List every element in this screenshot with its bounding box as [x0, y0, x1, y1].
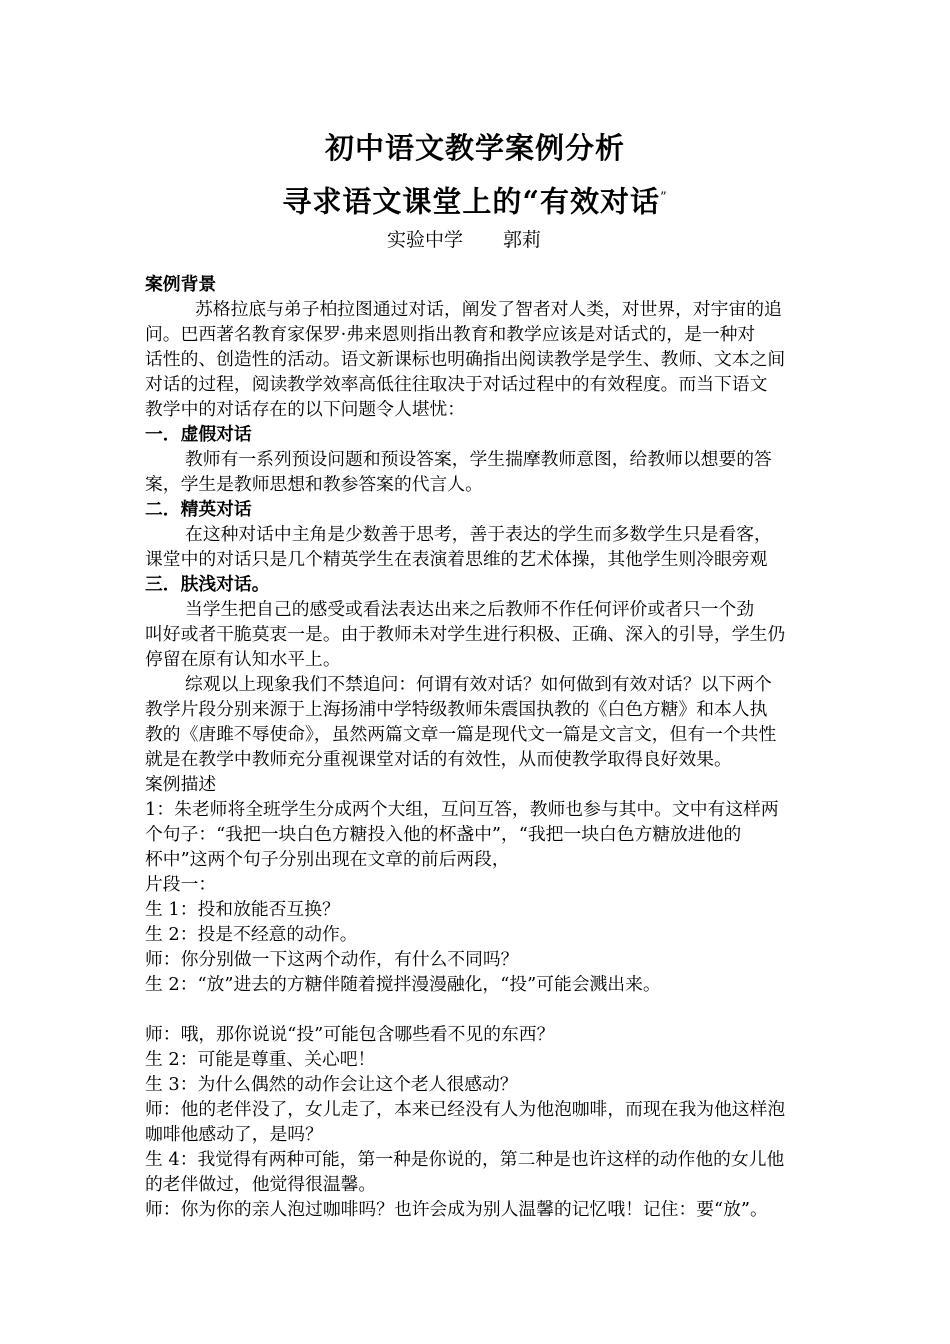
- subtitle-text: 寻求语文课堂上的“有效对话: [282, 184, 661, 219]
- document-subtitle: [0, 178, 950, 222]
- text-line: 案例描述: [145, 774, 217, 795]
- text-line: 生 2：“放”进去的方糖伴随着搅拌漫漫融化，“投”可能会溅出来。: [145, 974, 661, 995]
- text-line: 师：你为你的亲人泡过咖啡吗？也许会成为别人温馨的记忆哦！记住：要“放”。: [145, 1199, 768, 1220]
- text-line: 生 3：为什么偶然的动作会让这个老人很感动？: [145, 1074, 518, 1095]
- text-line: 话性的、创造性的活动。语文新课标也明确指出阅读教学是学生、教师、文本之间: [145, 349, 786, 370]
- text-line: 个句子：“我把一块白色方糖投入他的杯盏中”，“我把一块白色方糖放进他的: [145, 824, 742, 845]
- text-line: 的老伴做过，他觉得很温馨。: [145, 1174, 377, 1195]
- author-school: 实验中学: [387, 229, 464, 251]
- text-line: 生 1：投和放能否互换？: [145, 899, 340, 920]
- author-line: [387, 226, 541, 254]
- text-line: 生 2：可能是尊重、关心吧！: [145, 1049, 376, 1070]
- document-title: 初中语文教学案例分析: [324, 131, 625, 165]
- text-line: 课堂中的对话只是几个精英学生在表演着思维的艺术体操，其他学生则冷眼旁观: [145, 549, 768, 570]
- author-name: 郭莉: [503, 229, 542, 251]
- text-line: 杯中”这两个句子分别出现在文章的前后两段，: [145, 849, 510, 870]
- text-line: 停留在原有认知水平上。: [145, 649, 341, 670]
- section-heading: 一．虚假对话: [145, 424, 252, 445]
- text-line: 叫好或者干脆莫衷一是。由于教师未对学生进行积极、正确、深入的引导，学生仍: [145, 624, 786, 645]
- text-line: 咖啡他感动了，是吗？: [145, 1124, 323, 1145]
- text-line: 教学片段分别来源于上海扬浦中学特级教师朱震国执教的《白色方糖》和本人执: [145, 699, 768, 720]
- text-line: 教的《唐雎不辱使命》，虽然两篇文章一篇是现代文一篇是文言文，但有一个共性: [145, 724, 777, 745]
- document-body: [145, 272, 817, 1222]
- section-heading: 二．精英对话: [145, 499, 252, 520]
- text-line: [145, 997, 817, 1022]
- text-line: 就是在教学中教师充分重视课堂对话的有效性，从而使教学取得良好效果。: [145, 749, 732, 770]
- text-line: 片段一：: [145, 874, 217, 895]
- text-line: 生 2：投是不经意的动作。: [145, 924, 358, 945]
- section-heading: 三．肤浅对话。: [145, 574, 270, 595]
- text-line: 案，学生是教师思想和教参答案的代言人。: [145, 474, 483, 495]
- section-heading: 案例背景: [145, 274, 217, 295]
- text-line: 问。巴西著名教育家保罗·弗来恩则指出教育和教学应该是对话式的，是一种对: [145, 324, 756, 345]
- text-line: 师：他的老伴没了，女儿走了，本来已经没有人为他泡咖啡，而现在我为他这样泡: [145, 1099, 786, 1120]
- text-line: 在这种对话中主角是少数善于思考，善于表达的学生而多数学生只是看客，: [185, 524, 772, 545]
- text-line: 师：哦，那你说说“投”可能包含哪些看不见的东西？: [145, 1024, 555, 1045]
- text-line: 教师有一系列预设问题和预设答案，学生揣摩教师意图，给教师以想要的答: [185, 449, 772, 470]
- text-line: 师：你分别做一下这两个动作，有什么不同吗？: [145, 949, 519, 970]
- text-line: 综观以上现象我们不禁追问：何谓有效对话？如何做到有效对话？以下两个: [185, 674, 772, 695]
- text-line: 教学中的对话存在的以下问题令人堪忧：: [145, 399, 466, 420]
- text-line: 生 4：我觉得有两种可能，第一种是你说的，第二种是也许这样的动作他的女儿他: [145, 1149, 785, 1170]
- subtitle-close-quote: ”: [660, 190, 668, 205]
- text-line: 对话的过程，阅读教学效率高低往往取决于对话过程中的有效程度。而当下语文: [145, 374, 768, 395]
- text-line: 1：朱老师将全班学生分成两个大组，互问互答，教师也参与其中。文中有这样两: [145, 799, 779, 820]
- text-line: 苏格拉底与弟子柏拉图通过对话，阐发了智者对人类，对世界，对宇宙的追: [195, 299, 782, 320]
- text-line: 当学生把自己的感受或看法表达出来之后教师不作任何评价或者只一个劲: [185, 599, 755, 620]
